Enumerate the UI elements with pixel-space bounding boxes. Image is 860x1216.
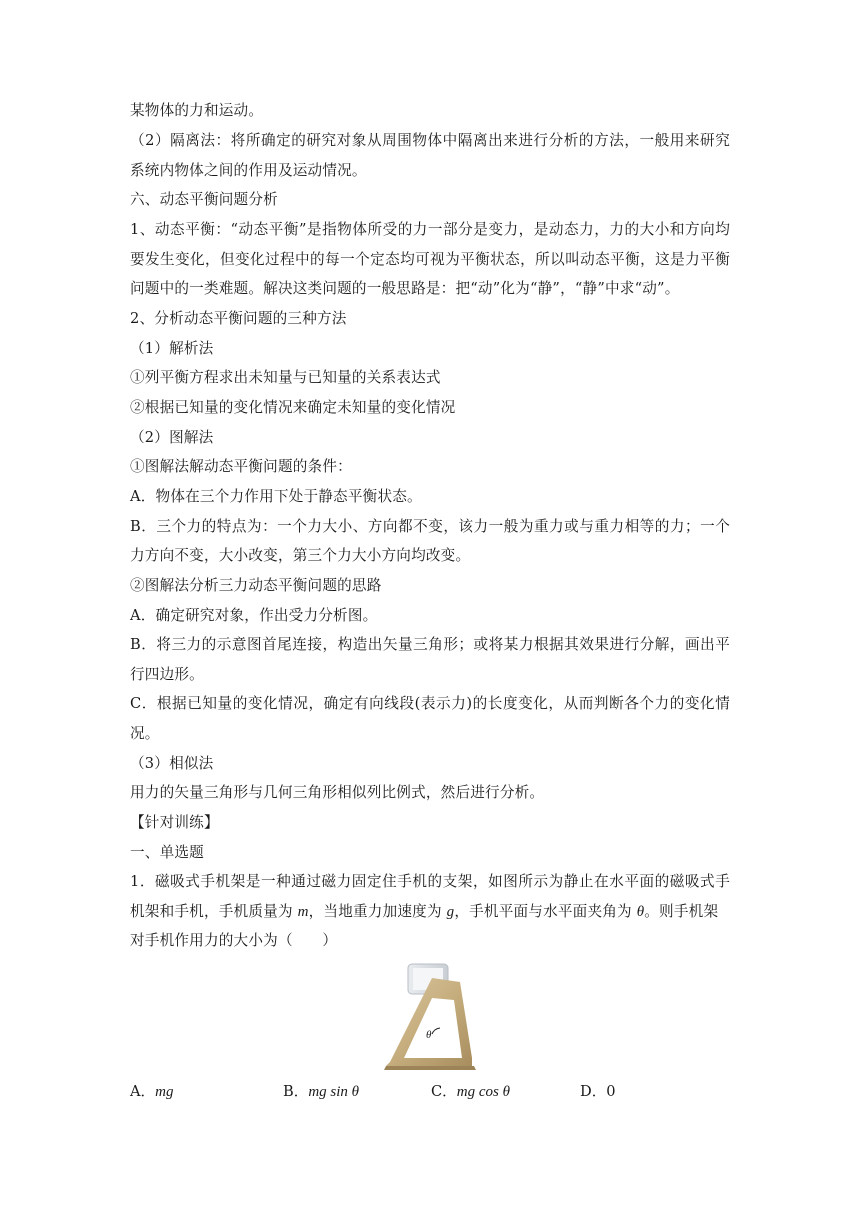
- text-line: 1、动态平衡：“动态平衡”是指物体所受的力一部分是变力，是动态力，力的大小和方向均: [130, 221, 730, 238]
- text-line: （3）相似法: [130, 755, 214, 772]
- text-line: C．根据已知量的变化情况，确定有向线段(表示力)的长度变化，从而判断各个力的变化情: [130, 695, 730, 712]
- text-line: 况。: [130, 725, 160, 742]
- phone-stand-image: [380, 962, 480, 1072]
- text-line: ②根据已知量的变化情况来确定未知量的变化情况: [130, 399, 456, 416]
- text-line: （2）隔离法：将所确定的研究对象从周围物体中隔离出来进行分析的方法，一般用来研究: [130, 132, 730, 149]
- section-heading: 一、单选题: [130, 844, 204, 861]
- question-text: 1．磁吸式手机架是一种通过磁力固定住手机的支架，如图所示为静止在水平面的磁吸式手: [130, 873, 730, 890]
- text-line: 系统内物体之间的作用及运动情况。: [130, 162, 367, 179]
- option-a[interactable]: A．mg: [130, 1083, 174, 1100]
- figure-angle-label: θ: [426, 1029, 432, 1041]
- text-line: A．物体在三个力作用下处于静态平衡状态。: [130, 488, 422, 505]
- text-line: B．三个力的特点为：一个力大小、方向都不变，该力一般为重力或与重力相等的力；一个: [130, 518, 730, 535]
- option-b[interactable]: B．mg sin θ: [283, 1083, 360, 1100]
- text-line: 行四边形。: [130, 666, 204, 683]
- question-text: 对手机作用力的大小为（ ）: [130, 932, 338, 949]
- text-line: （2）图解法: [130, 429, 214, 446]
- text-line: 力方向不变，大小改变，第三个力大小方向均改变。: [130, 547, 471, 564]
- text-line: ①图解法解动态平衡问题的条件：: [130, 458, 352, 475]
- text-line: 2、分析动态平衡问题的三种方法: [130, 310, 347, 327]
- text-line: 某物体的力和运动。: [130, 102, 264, 119]
- text-line: 问题中的一类难题。解决这类问题的一般思路是：把“动”化为“静”，“静”中求“动”。: [130, 280, 680, 297]
- text-line: ②图解法分析三力动态平衡问题的思路: [130, 577, 382, 594]
- text-line: 要发生变化，但变化过程中的每一个定态均可视为平衡状态，所以叫动态平衡，这是力平衡: [130, 251, 730, 268]
- question-text: 机架和手机，手机质量为 m，当地重力加速度为 g，手机平面与水平面夹角为 θ。则手机架: [130, 903, 719, 920]
- text-line: B．将三力的示意图首尾连接，构造出矢量三角形；或将某力根据其效果进行分解，画出平: [130, 636, 730, 653]
- text-line: ①列平衡方程求出未知量与已知量的关系表达式: [130, 369, 441, 386]
- text-line: A．确定研究对象，作出受力分析图。: [130, 607, 378, 624]
- option-d[interactable]: D．0: [580, 1083, 616, 1100]
- text-line: （1）解析法: [130, 340, 214, 357]
- section-heading: 六、动态平衡问题分析: [130, 191, 278, 208]
- option-c[interactable]: C．mg cos θ: [431, 1083, 510, 1100]
- text-line: 【针对训练】: [130, 814, 219, 831]
- text-line: 用力的矢量三角形与几何三角形相似列比例式，然后进行分析。: [130, 784, 545, 801]
